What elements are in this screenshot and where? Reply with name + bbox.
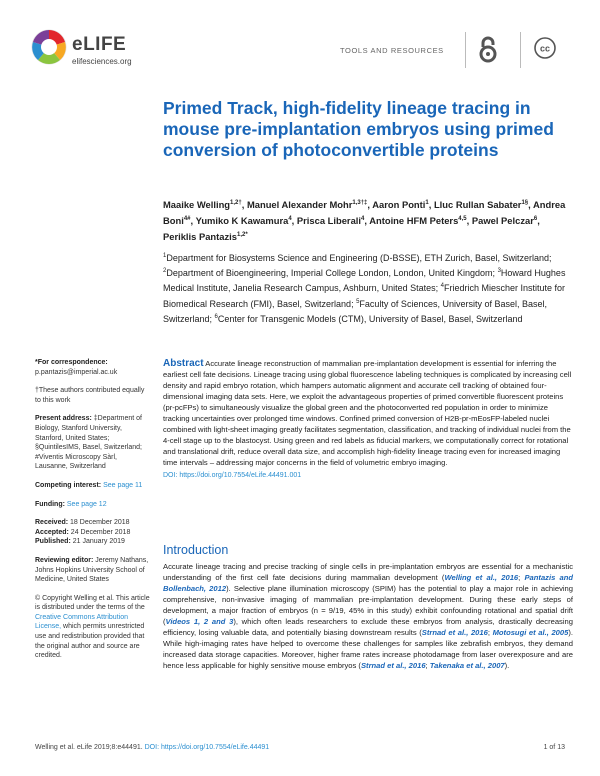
published-date: 21 January 2019 [72,538,125,546]
video-link[interactable]: Videos 1, 2 and 3 [165,617,234,626]
competing-interest-link[interactable]: See page 11 [103,481,143,489]
author-affiliation-marker: 6 [533,216,538,223]
affiliation-text: Faculty of Sciences, University of Basel, Basel, Switzerland; [163,298,547,324]
intro-text: ), which often leads researchers to exclude these embryos from analysis, drastically decreasing efficiency, losing valuable data, and potentially biasing downstream results ( [163,617,573,637]
creative-commons-icon[interactable] [533,36,557,65]
author-affiliation-marker: 1 [425,200,429,206]
author-affiliation-marker: 1,3†‡ [352,200,368,206]
abstract-heading: Abstract [163,358,204,369]
citation-link[interactable]: Motosugi et al., 2005 [492,628,569,637]
author-affiliation-marker: 4 [288,216,292,223]
brand-name: eLIFE [72,34,127,55]
funding-link[interactable]: See page 12 [66,500,107,508]
intro-text: ). [504,661,510,670]
introduction-heading: Introduction [163,543,229,557]
header-divider [520,32,521,68]
present-address-label: Present address: [35,415,92,423]
affiliation-text: Center for Transgenic Models (CTM), University of Basel, Basel, Switzerland [217,313,523,324]
author-affiliation-marker: 4 [361,216,365,223]
accepted-label: Accepted: [35,528,69,536]
article-sidebar [35,358,150,670]
citation-link[interactable]: Takenaka et al., 2007 [429,661,505,670]
affiliation-list [163,250,573,326]
intro-text: ). While high-imaging rates have helped to overcome these challenges for samples like zebrafish embryos, they demand increased data storage capacities. Moreover, higher frame rates increase photodamage from laser overexposure and are hence less applicable for highly sensitive mouse embryos ( [163,628,573,670]
author-name: Lluc Rullan Sabater [433,199,522,211]
elife-logo-icon [30,28,68,66]
funding-label: Funding: [35,500,65,508]
author-name: Aaron Ponti [372,199,426,211]
reviewing-editor: Jeremy Nathans, Johns Hopkins University School of Medicine, United States [35,556,149,584]
header-divider [465,32,466,68]
footer-doi-link[interactable]: DOI: https://doi.org/10.7554/eLife.44491 [144,744,270,751]
reviewing-editor-label: Reviewing editor: [35,556,94,564]
present-address-text: ‡Department of Biology, Stanford University, Stanford, United States; §QuintilesIMS, Basel, Switzerland; #Viventis Microscopy Sàrl, Lausanne, Switzerland [35,415,143,471]
author-name: Pawel Pelczar [471,215,534,227]
received-date: 18 December 2018 [70,519,130,527]
affiliation-marker: 4 [440,283,444,290]
intro-text: ; [425,661,430,670]
intro-text: ; [518,573,525,582]
correspondence-email[interactable]: p.pantazis@imperial.ac.uk [35,368,118,376]
author-affiliation-marker: 1,2† [230,200,242,206]
author-name: Antoine HFM Peters [369,215,459,227]
correspondence-label: *For correspondence: [35,359,108,366]
citation-link[interactable]: Strnad et al., 2016 [360,661,426,670]
copyright-notice [35,594,150,661]
author-name: Yumiko K Kawamura [195,215,289,227]
author-list: Maaike Welling$^{1,2\dagger}$, Manuel Alexander Mohr$^{1,3\dagger\ddagger}$, Aaron Ponti$^1$, Lluc Rullan Sabater$^{1\S}$, Andrea Boni$^{4\#}$, Yumiko K Kawamura$^4$, Prisca Liberali$^4$, Antoine HFM Peters$^{4,5}$, Pawel Pelczar$^6$, Periklis Pantazis$^{1,2*}$ [163,199,566,243]
elife-logo[interactable] [30,28,160,72]
copyright-text: © Copyright Welling et al. This article is distributed under the terms of the [35,594,150,612]
affiliation-marker: 5 [356,298,360,305]
page-number: 1 of 13 [543,744,565,751]
author-affiliation-marker: 4,5 [458,216,467,223]
affiliation-marker: 3 [497,268,501,275]
open-access-icon[interactable] [477,36,499,69]
author-name: Periklis Pantazis [163,231,237,243]
affiliation-text: Friedrich Miescher Institute for Biomedical Research (FMI), Basel, Switzerland; [163,283,566,309]
author-affiliation-marker: 1,2* [237,232,248,239]
article-title: Primed Track, high-fidelity lineage tracing in mouse pre-implantation embryos using primed conversion of photoconvertible proteins [163,98,554,160]
author-name: Manuel Alexander Mohr [246,199,353,211]
intro-text: ). Selective plane illumination microscopy (SPIM) has the potential to play a major role in achieving comprehensive, non-invasive imaging of mammalian pre-implantation development. During these early steps of development, a major fraction of embryos (n = 9/19, 45% in this study) exhibit confounding rotational and spatial drift ( [163,584,573,626]
author-affiliation-marker: 4# [183,216,191,223]
author-affiliation-marker: 1§ [521,200,529,206]
svg-text:cc: cc [539,43,551,54]
competing-interest-label: Competing interest: [35,481,102,489]
affiliation-text: Department of Bioengineering, Imperial College London, London, United Kingdom; [166,268,498,279]
footer-citation: Welling et al. eLife 2019;8:e44491. [35,744,145,751]
equal-contribution-note: †These authors contributed equally to this work [35,387,145,404]
affiliation-text: Howard Hughes Medical Institute, Janelia Research Campus, Ashburn, United States; [163,268,566,294]
abstract-doi-link[interactable]: DOI: https://doi.org/10.7554/eLife.44491.001 [163,472,302,479]
page-footer [35,744,565,751]
license-link[interactable]: Creative Commons Attribution License, [35,613,128,631]
copyright-text-end: which permits unrestricted use and redistribution provided that the original author and source are credited. [35,623,145,660]
accepted-date: 24 December 2018 [70,528,131,536]
published-label: Published: [35,538,71,546]
intro-text: Accurate lineage tracing and precise tracking of single cells in pre-implantation embryos are essential for a mechanistic understanding of the first cell fate decisions during mammalian development ( [163,562,573,582]
abstract-text: Accurate lineage reconstruction of mammalian pre-implantation development is essential for inferring the earliest cell fate decisions. Lineage tracing using global fluorescence labeling techniques is complicated by increasing cell density and rapid embryo rotation, which hampers automatic alignment and accurate cell tracking of obtained four-dimensional imaging data sets. Here, we exploit the advantageous properties of primed convertible fluorescent proteins (pr-pcFPs) to simultaneously visualize the global green and the photoconverted red population in order to minimize tracking uncertainties over prolonged time windows. Confined primed conversion of H2B-pr-mEosFP-labeled nuclei combined with light-sheet imaging greatly facilitates segmentation, classification, and tracking of individual nuclei from the 4-cell stage up to the blastocyst. Using green and red labels as fiducial markers, we computationally correct for rotational and translational drift, reduce overall data size, and accomplish high-fidelity lineage tracing even for increased imaging time intervals – addressing major concerns in the field of volumetric embryo imaging. [163,359,572,467]
citation-link[interactable]: Welling et al., 2016 [444,573,519,582]
section-label: TOOLS AND RESOURCES [340,46,444,55]
citation-link[interactable]: Pantazis and Bollenbach, 2012 [163,573,574,593]
affiliation-marker: 1 [163,253,167,259]
introduction-paragraph [163,561,573,671]
citation-link[interactable]: Strnad et al., 2016 [421,628,488,637]
brand-site: elifesciences.org [72,57,132,66]
intro-text: ; [487,628,493,637]
affiliation-marker: 2 [163,268,167,275]
abstract [163,358,573,481]
author-name: Andrea Boni [163,199,566,227]
author-name: Maaike Welling [163,199,231,211]
author-name: Prisca Liberali [296,215,361,227]
affiliation-marker: 6 [214,313,218,320]
received-label: Received: [35,519,69,527]
affiliation-text: Department for Biosystems Science and Engineering (D-BSSE), ETH Zurich, Basel, Switzerland; [166,253,552,263]
